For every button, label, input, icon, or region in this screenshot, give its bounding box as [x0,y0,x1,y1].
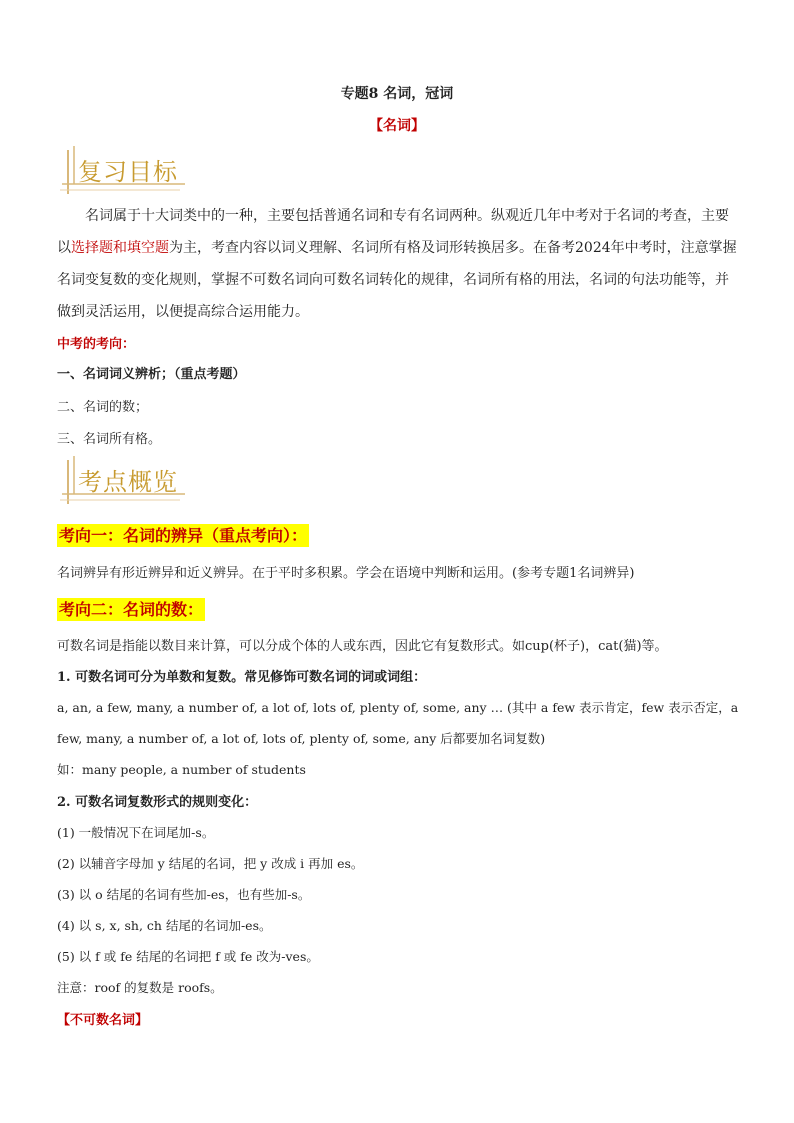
exam-item-1: 一、名词词义辨析；（重点考题） [57,367,246,382]
rule-item-4: (4) 以 s, x, sh, ch 结尾的名词加-es。 [57,918,272,933]
section1-heading: 考向一：名词的辨异（重点考向）： [59,526,308,545]
page-title: 专题8 名词，冠词 [340,86,454,102]
banner-text: 考点概览 [78,468,178,496]
section2-heading: 考向二：名词的数： [59,600,204,619]
rule-item-3: (3) 以 o 结尾的名词有些加-es，也有些加-s。 [57,887,311,902]
exam-heading: 中考的考向： [57,337,136,352]
banner-text: 复习目标 [78,158,178,186]
exam-item-3: 三、名词所有格。 [57,432,162,447]
rule1-line2: few, many, a number of, a lot of, lots of, plenty of, some, any 后都要加名词复数) [57,731,546,746]
rule2-title: 2. 可数名词复数形式的规则变化： [57,795,258,810]
footer-heading: 【不可数名词】 [57,1013,149,1028]
intro-text-b: 为主，考查内容以词义理解、名词所有格及词形转换居多。在备考2024年中考时，注意掌握名词变复数的变化规则，掌握不可数名词向可数名词转化的规律，名词所有格的用法，名词的句法功能等，并做到灵活运用，以便提高综合运用能力。 [57,240,737,320]
rule-item-1: (1) 一般情况下在词尾加-s。 [57,825,215,840]
rule1-line1: a, an, a few, many, a number of, a lot of, lots of, plenty of, some, any … (其中 a few 表示肯定，few 表示否定，a [57,700,739,715]
example-line: 如：many people, a number of students [57,762,306,777]
section2-text: 可数名词是指能以数目来计算，可以分成个体的人或东西，因此它有复数形式。如cup(杯子)，cat(猫)等。 [57,639,668,654]
review-goals-banner [60,146,200,196]
intro-paragraph [57,200,737,328]
intro-highlight: 选择题和填空题 [71,240,169,256]
rule-item-2: (2) 以辅音字母加 y 结尾的名词，把 y 改成 i 再加 es。 [57,856,364,871]
intro-text-a: 名词属于十大词类中的一种，主要包括普通名词和专有名词两种。纵观近几年中考对于名词的考查，主要以 [57,208,729,256]
rule-item-5: (5) 以 f 或 fe 结尾的名词把 f 或 fe 改为-ves。 [57,949,319,964]
rule1-title: 1. 可数名词可分为单数和复数。常见修饰可数名词的词或词组： [57,670,427,685]
section1-text: 名词辨异有形近辨异和近义辨异。在于平时多积累。学会在语境中判断和运用。(参考专题1名词辨异) [57,566,635,581]
section-subtitle: 【名词】 [369,118,425,134]
exam-item-2: 二、名词的数； [57,400,149,415]
note-line: 注意：roof 的复数是 roofs。 [57,980,223,995]
key-points-banner [60,456,200,506]
